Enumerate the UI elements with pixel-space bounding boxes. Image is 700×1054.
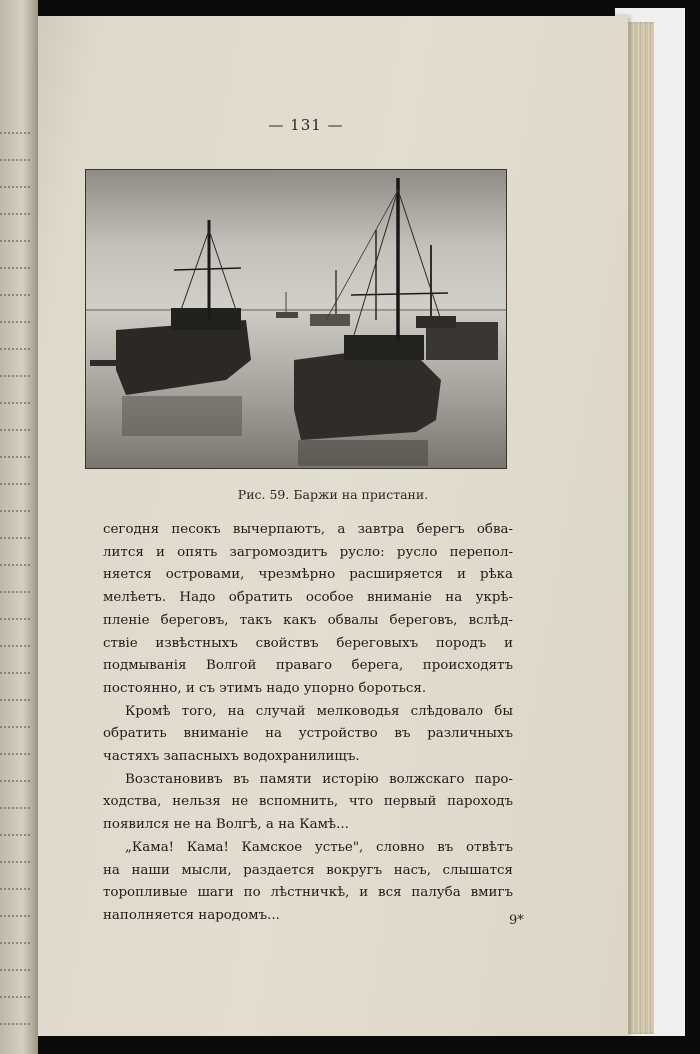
text-fragment <box>0 623 30 647</box>
text-fragment <box>0 191 30 215</box>
text-line: Кромѣ того, на случай мелководья слѣдовало бы <box>125 703 513 719</box>
text-fragment <box>0 920 30 944</box>
text-fragment <box>0 353 30 377</box>
barges-photo <box>86 170 506 468</box>
text-line: сегодня песокъ вычерпаютъ, а завтра берегъ обва- <box>103 522 513 537</box>
text-fragment <box>0 272 30 296</box>
text-line: „Кама! Кама! Камское устье", словно въ отвѣтъ <box>125 839 513 855</box>
text-line: на наши мысли, раздается вокругъ насъ, слышатся <box>103 862 513 878</box>
paragraph-1 <box>103 519 513 701</box>
text-fragment <box>0 596 30 620</box>
text-fragment <box>0 704 30 728</box>
text-fragment <box>0 326 30 350</box>
text-fragment <box>0 866 30 890</box>
book-page <box>38 16 628 1036</box>
text-fragment <box>0 488 30 512</box>
text-line: торопливые шаги по лѣстничкѣ, и вся палуба вмигъ <box>103 885 513 901</box>
text-fragment <box>0 515 30 539</box>
text-line: няется островами, чрезмѣрно расширяется и рѣка <box>103 567 513 583</box>
text-line: подмыванія Волгой праваго берега, происходятъ <box>103 658 513 674</box>
text-line: мелѣетъ. Надо обратить особое вниманіе на укрѣ- <box>103 590 513 606</box>
figure-caption: Рис. 59. Баржи на пристани. <box>237 487 429 502</box>
text-fragment <box>0 434 30 458</box>
text-fragment <box>0 812 30 836</box>
text-line: частяхъ запасныхъ водохранилищъ. <box>103 749 360 765</box>
text-fragment <box>0 461 30 485</box>
paragraph-4 <box>103 837 513 928</box>
text-line: Возстановивъ въ памяти исторію волжскаго паро- <box>125 771 513 787</box>
text-fragment <box>0 407 30 431</box>
text-line: лится и опять загромоздитъ русло: русло перепол- <box>103 544 513 560</box>
text-fragment <box>0 947 30 971</box>
text-fragment <box>0 164 30 188</box>
text-fragment <box>0 677 30 701</box>
paragraph-2 <box>103 701 513 769</box>
text-fragment <box>0 542 30 566</box>
left-page-edge <box>0 0 38 1054</box>
text-fragment <box>0 137 30 161</box>
page-number: — 131 — <box>268 116 344 134</box>
paragraph-3 <box>103 769 513 837</box>
text-line: обратить вниманіе на устройство въ различныхъ <box>103 726 513 742</box>
text-fragment <box>0 1001 30 1025</box>
text-line: появился не на Волгѣ, а на Камѣ... <box>103 817 349 833</box>
text-fragment <box>0 110 30 134</box>
text-fragment <box>0 650 30 674</box>
text-fragment <box>0 974 30 998</box>
figure-photo <box>85 169 507 469</box>
text-fragment <box>0 839 30 863</box>
text-line: постоянно, и съ этимъ надо упорно бороться. <box>103 680 427 696</box>
signature-mark: 9* <box>509 913 524 928</box>
text-fragment <box>0 380 30 404</box>
left-page-text-fragments <box>0 110 38 1028</box>
body-text <box>103 519 513 928</box>
text-line: ствіе извѣстныхъ свойствъ береговыхъ породъ и <box>103 635 513 651</box>
text-fragment <box>0 218 30 242</box>
text-line: ходства, нельзя не вспомнить, что первый пароходъ <box>103 794 513 810</box>
text-line: наполняется народомъ... <box>103 907 280 923</box>
text-fragment <box>0 299 30 323</box>
text-fragment <box>0 758 30 782</box>
text-line: пленіе береговъ, такъ какъ обвалы береговъ, вслѣд- <box>103 612 513 628</box>
text-fragment <box>0 785 30 809</box>
text-fragment <box>0 731 30 755</box>
text-fragment <box>0 245 30 269</box>
text-fragment <box>0 893 30 917</box>
text-fragment <box>0 569 30 593</box>
